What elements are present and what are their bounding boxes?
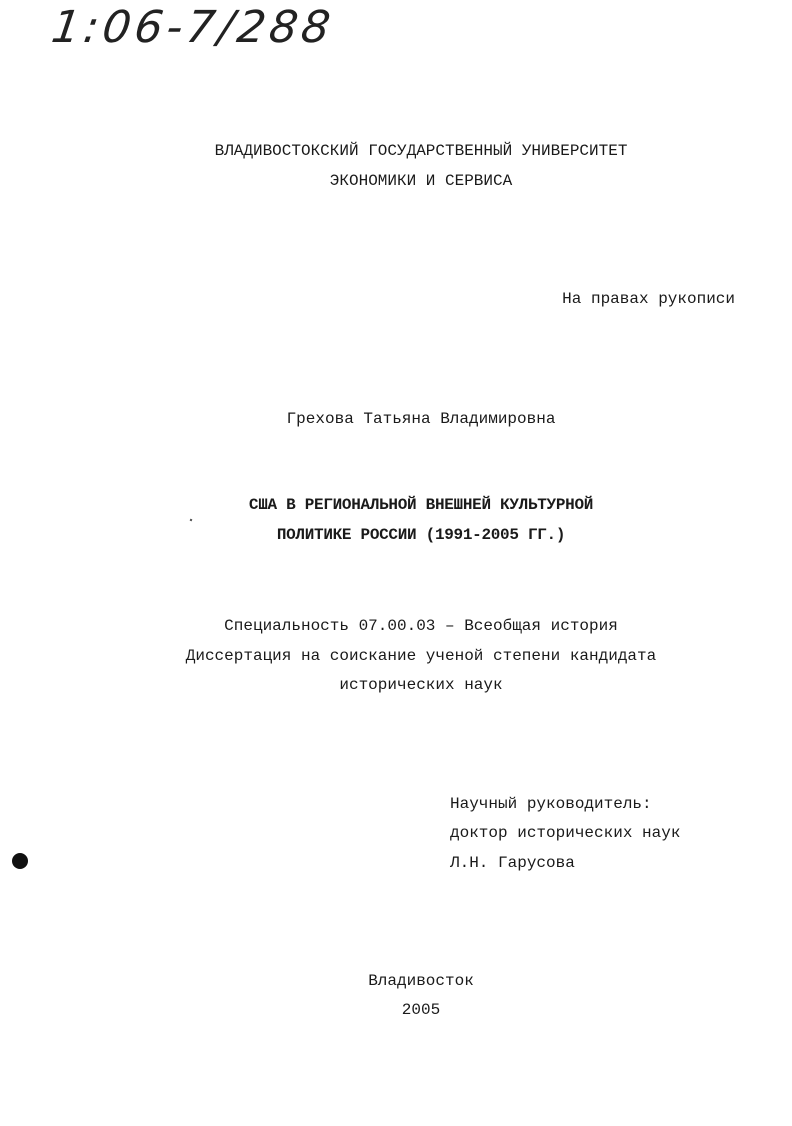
institution-line-1: ВЛАДИВОСТОКСКИЙ ГОСУДАРСТВЕННЫЙ УНИВЕРСИТЕТ — [214, 142, 628, 160]
supervisor-name: Л.Н. Гарусова — [450, 854, 575, 872]
institution-line-2: ЭКОНОМИКИ И СЕРВИСА — [329, 172, 513, 190]
city: Владивосток — [368, 972, 474, 990]
thesis-title-line-2: ПОЛИТИКЕ РОССИИ (1991-2005 ГГ.) — [276, 526, 566, 544]
year: 2005 — [401, 1001, 441, 1019]
binding-hole-dot — [12, 853, 28, 869]
dissertation-line-1: Диссертация на соискание ученой степени кандидата — [185, 647, 657, 665]
dissertation-line-2: исторических наук — [339, 676, 503, 694]
handwritten-catalog-number: 1:06-7/288 — [48, 2, 338, 53]
specialty: Специальность 07.00.03 – Всеобщая история — [224, 617, 618, 635]
supervisor-degree: доктор исторических наук — [450, 824, 681, 842]
supervisor-label: Научный руководитель: — [450, 795, 652, 813]
thesis-title-line-1: США В РЕГИОНАЛЬНОЙ ВНЕШНЕЙ КУЛЬТУРНОЙ — [248, 496, 594, 514]
scan-speck — [190, 519, 193, 522]
author-name: Грехова Татьяна Владимировна — [286, 410, 556, 428]
manuscript-note: На правах рукописи — [562, 290, 735, 308]
